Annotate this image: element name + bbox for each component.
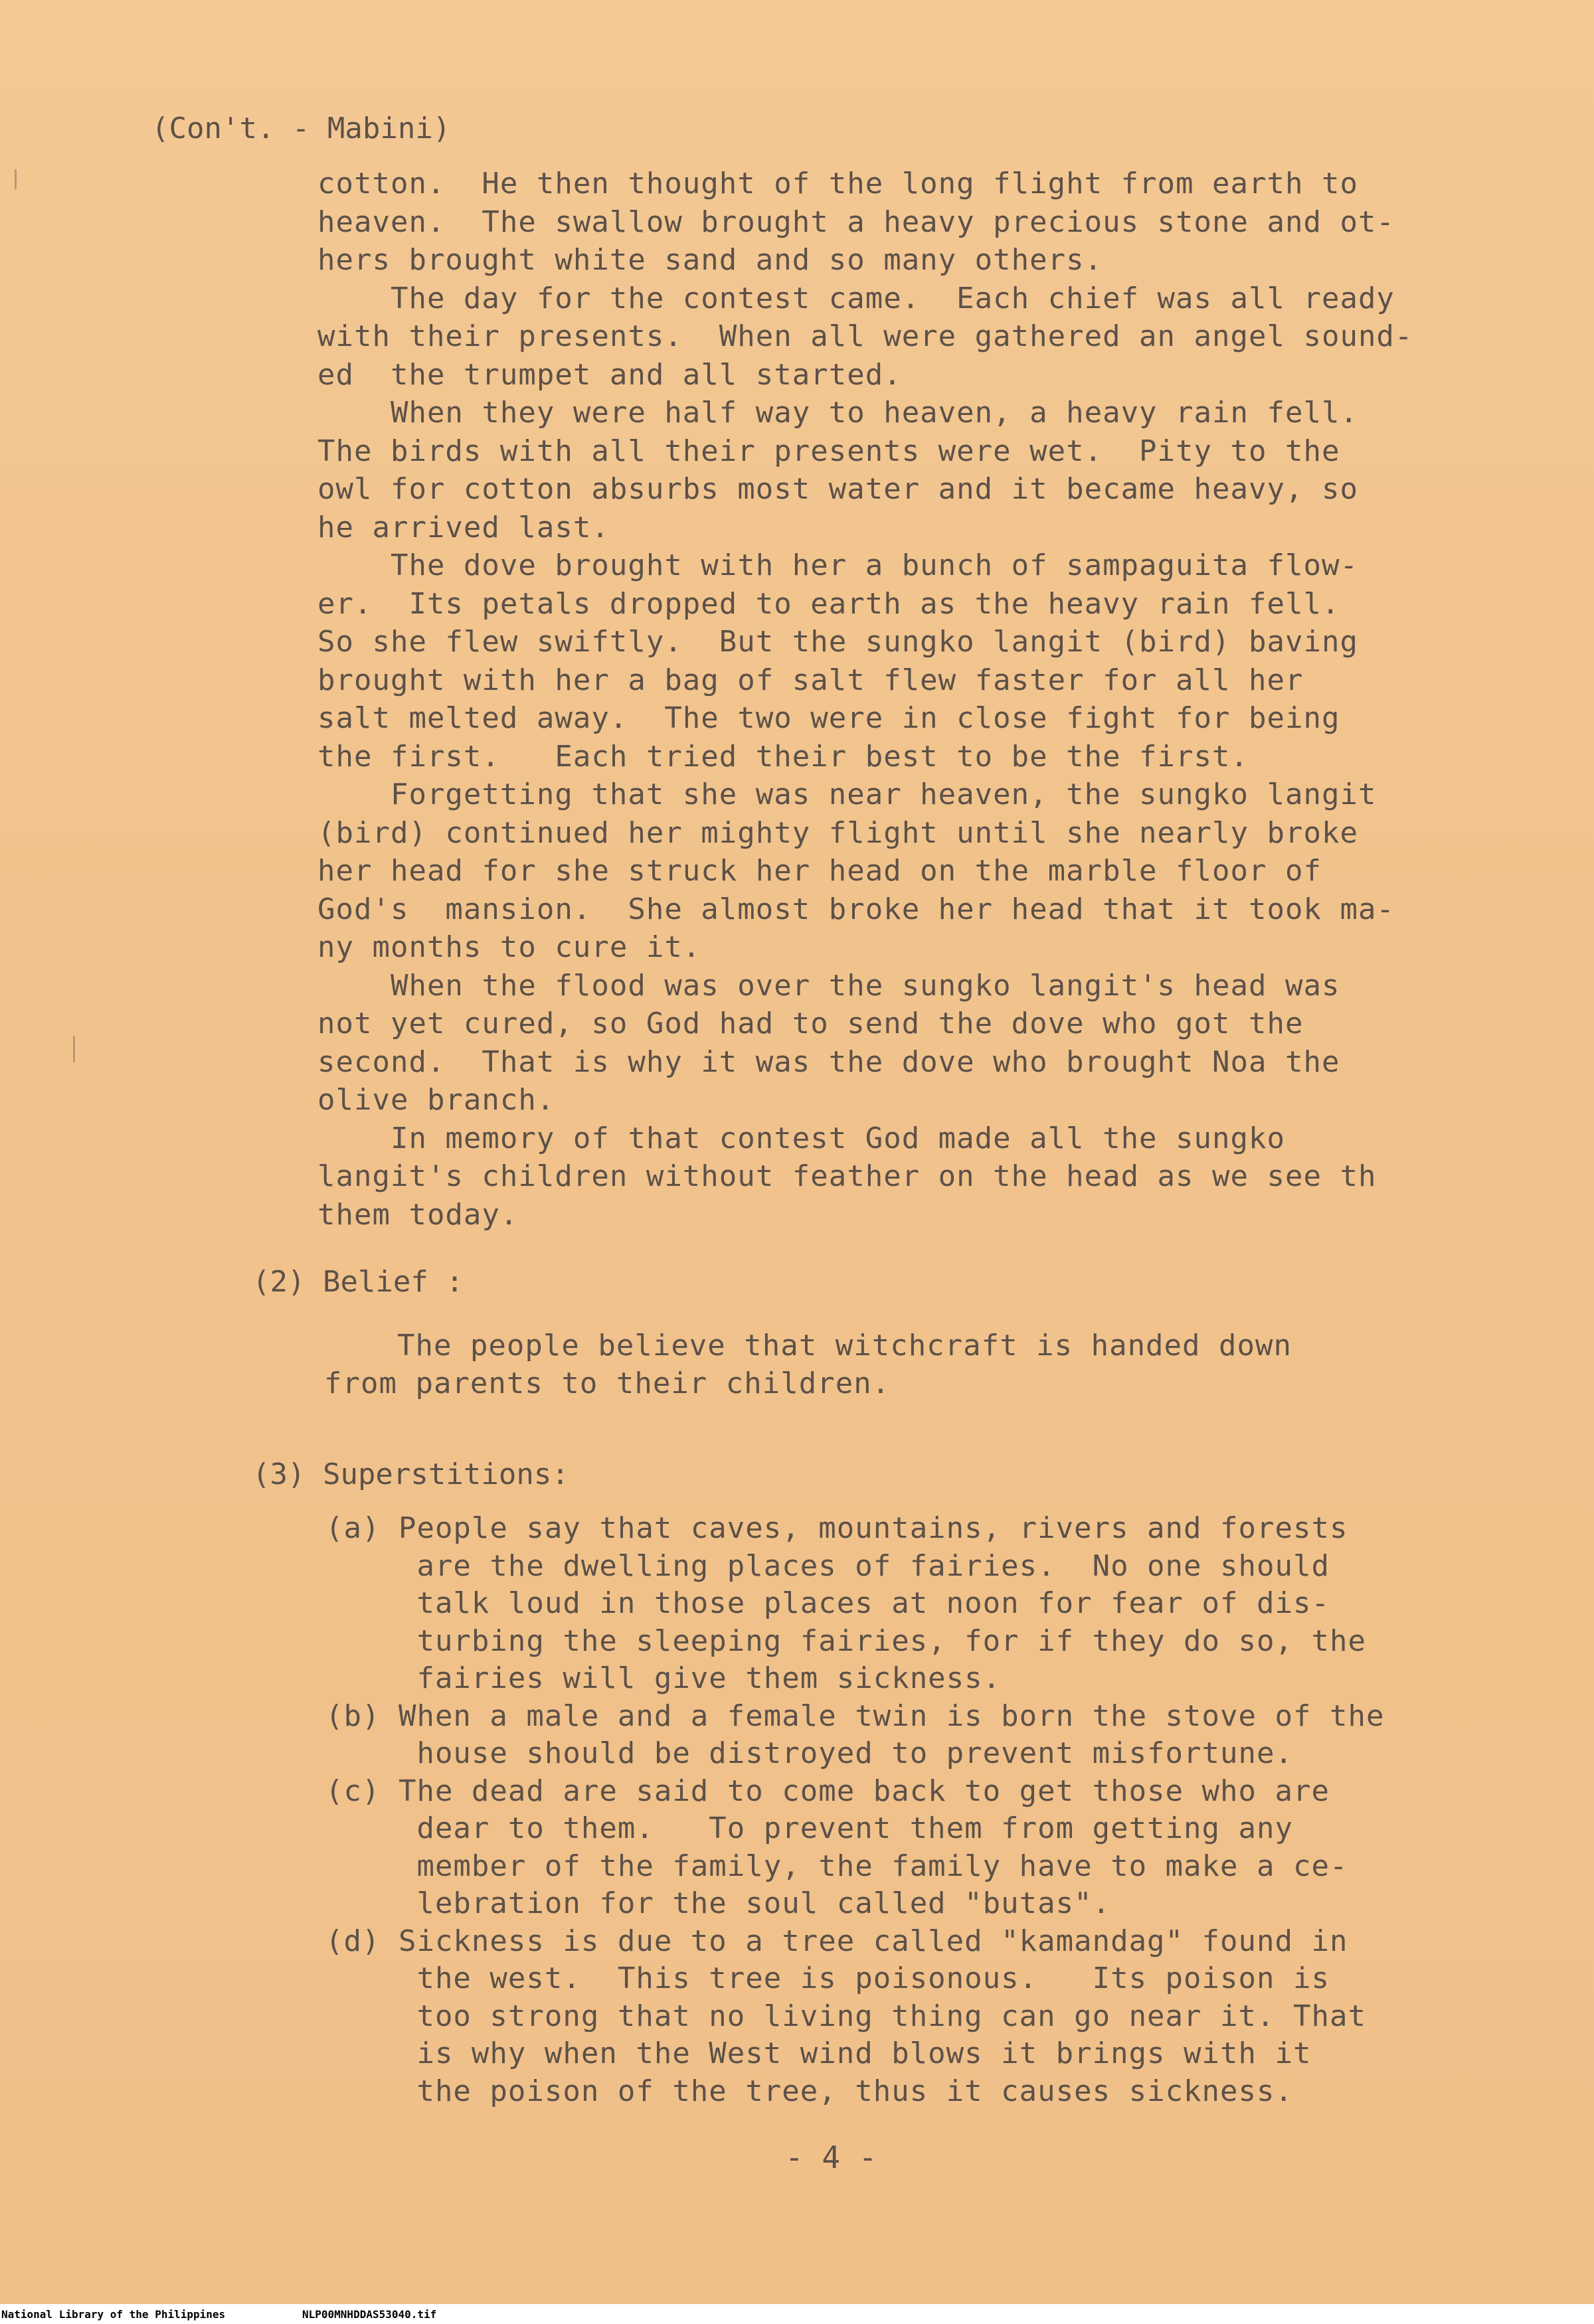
superstitions-line: are the dwelling places of fairies. No one should <box>325 1548 1330 1583</box>
story-line: salt melted away. The two were in close fight for being <box>317 701 1340 735</box>
story-line: langit's children without feather on the head as we see th <box>317 1159 1377 1193</box>
footer-library: National Library of the Philippines <box>1 2308 226 2321</box>
superstitions-line: lebration for the soul called "butas". <box>325 1886 1111 1920</box>
story-line: The dove brought with her a bunch of sampaguita flow- <box>317 548 1358 582</box>
story-line: brought with her a bag of salt flew faster for all her <box>317 663 1304 697</box>
story-line: not yet cured, so God had to send the dove who got the <box>317 1007 1304 1040</box>
story-line: In memory of that contest God made all the sungko <box>317 1121 1285 1155</box>
superstitions-line: too strong that no living thing can go near it. That <box>325 1999 1366 2033</box>
superstitions-line: the west. This tree is poisonous. Its poison is <box>325 1961 1330 1995</box>
superstitions-line: (c) The dead are said to come back to get those who are <box>325 1774 1330 1808</box>
story-line: (bird) continued her mighty flight until she nearly broke <box>317 815 1358 850</box>
story-line: her head for she struck her head on the marble floor of <box>317 854 1322 888</box>
story-line: olive branch. <box>317 1083 555 1117</box>
story-line: ed the trumpet and all started. <box>317 357 902 392</box>
belief-heading: (2) Belief : <box>252 1265 464 1299</box>
story-line: God's mansion. She almost broke her head that it took ma- <box>317 892 1395 926</box>
superstitions-line: talk loud in those places at noon for fear of dis- <box>325 1586 1330 1620</box>
superstitions-line: (a) People say that caves, mountains, rivers and forests <box>325 1511 1348 1545</box>
page-header: (Con't. - Mabini) <box>151 112 451 145</box>
story-line: hers brought white sand and so many others. <box>317 243 1103 277</box>
superstitions-line: the poison of the tree, thus it causes sickness. <box>325 2074 1293 2108</box>
story-line: The birds with all their presents were wet. Pity to the <box>317 434 1340 468</box>
superstitions-heading: (3) Superstitions: <box>252 1457 569 1491</box>
story-line: So she flew swiftly. But the sungko langit (bird) baving <box>317 625 1358 659</box>
story-line: the first. Each tried their best to be the first. <box>317 739 1249 774</box>
belief-line: The people believe that witchcraft is handed down <box>324 1329 1292 1363</box>
story-line: When they were half way to heaven, a heavy rain fell. <box>317 396 1358 430</box>
story-line: heaven. The swallow brought a heavy precious stone and ot- <box>317 205 1395 239</box>
story-line: The day for the contest came. Each chief was all ready <box>317 281 1395 315</box>
story-line: second. That is why it was the dove who brought Noa the <box>317 1044 1340 1079</box>
story-line: with their presents. When all were gathered an angel sound- <box>317 319 1413 353</box>
archive-footer <box>0 2304 1594 2324</box>
page-number: - 4 - <box>785 2139 877 2175</box>
story-line: he arrived last. <box>317 510 610 544</box>
story-line: When the flood was over the sungko langit's head was <box>317 968 1340 1003</box>
footer-filename: NLP00MNHDDAS53040.tif <box>302 2308 437 2321</box>
story-line: them today. <box>317 1197 519 1232</box>
story-line: ny months to cure it. <box>317 930 701 964</box>
margin-mark <box>73 1036 75 1062</box>
margin-mark <box>15 169 17 189</box>
story-line: owl for cotton absurbs most water and it became heavy, so <box>317 472 1358 506</box>
superstitions-line: member of the family, the family have to make a ce- <box>325 1849 1348 1883</box>
superstitions-line: (d) Sickness is due to a tree called "kamandag" found in <box>325 1924 1348 1958</box>
superstitions-line: fairies will give them sickness. <box>325 1661 1002 1695</box>
story-line: er. Its petals dropped to earth as the heavy rain fell. <box>317 586 1340 621</box>
superstitions-line: (b) When a male and a female twin is born the stove of the <box>325 1699 1385 1733</box>
superstitions-line: dear to them. To prevent them from getting any <box>325 1811 1293 1845</box>
story-line: cotton. He then thought of the long flight from earth to <box>317 167 1358 201</box>
belief-line: from parents to their children. <box>324 1367 891 1400</box>
superstitions-line: house should be distroyed to prevent misfortune. <box>325 1736 1293 1770</box>
superstitions-line: turbing the sleeping fairies, for if they do so, the <box>325 1623 1366 1658</box>
story-line: Forgetting that she was near heaven, the sungko langit <box>317 778 1377 811</box>
superstitions-line: is why when the West wind blows it brings with it <box>325 2036 1312 2070</box>
